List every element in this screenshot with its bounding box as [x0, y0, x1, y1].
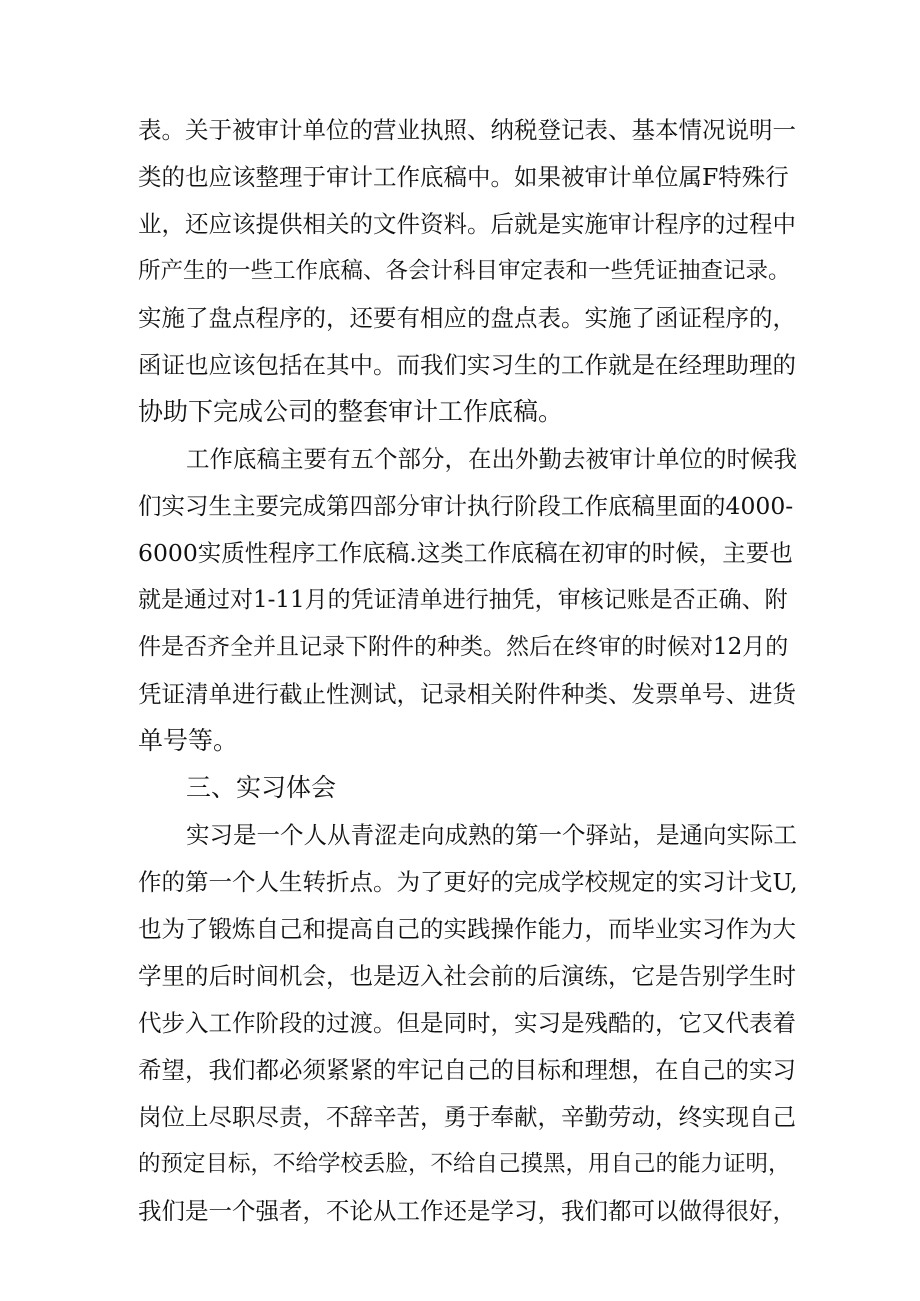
text-line: 岗位上尽职尽责，不辞辛苦，勇于奉献，辛勤劳动，终实现自己 [138, 1103, 796, 1131]
text-line: 件是否齐全并且记录下附件的种类。然后在终审的时候对12月的 [138, 634, 789, 660]
text-line: 代步入工作阶段的过渡。但是同时，实习是残酷的，它又代表着 [138, 1009, 796, 1037]
text-line: 函证也应该包括在其中。而我们实习生的工作就是在经理助理的 [138, 351, 796, 379]
text-line: 所产生的一些工作底稿、各会计科目审定表和一些凭证抽查记录。 [138, 258, 791, 284]
text-line: 们实习生主要完成第四部分审计执行阶段工作底稿里面的4000- [138, 492, 794, 520]
paragraph-first-line: 实习是一个人从青涩走向成熟的第一个驿站，是通向实际工 [186, 821, 797, 849]
text-line: 单号等。 [138, 726, 239, 755]
text-line: 也为了锻炼自己和提高自己的实践操作能力，而毕业实习作为大 [138, 915, 796, 943]
text-line: 的预定目标，不给学校丢脸，不给自己摸黑，用自己的能力证明， [138, 1151, 791, 1177]
text-line: 希望，我们都必须紧紧的牢记自己的目标和理想，在自己的实习 [138, 1056, 796, 1084]
text-line: 作的第一个人生转折点。为了更好的完成学校规定的实习计戈U, [138, 868, 798, 896]
text-line: 就是通过对1-11月的凭证清单进行抽凭，审核记账是否正确、附 [138, 587, 788, 613]
section-heading: 三、实习体会 [186, 773, 337, 802]
text-line: 实施了盘点程序的，还要有相应的盘点表。实施了函证程序的， [138, 304, 796, 332]
text-line: 学里的后时间机会，也是迈入社会前的后演练，它是告别学生时 [138, 962, 796, 990]
text-line: 我们是一个强者，不论从工作还是学习，我们都可以做得很好， [138, 1197, 796, 1225]
paragraph-first-line: 工作底稿主要有五个部分，在出外勤去被审计单位的时候我 [186, 445, 797, 473]
text-line: 表。关于被审计单位的营业执照、纳税登记表、基本情况说明一 [138, 116, 796, 144]
text-line: 6000实质性程序工作底稿.这类工作底稿在初审的时候，主要也 [138, 539, 793, 567]
text-line: 协助下完成公司的整套审计工作底稿。 [138, 397, 564, 426]
text-line: 业，还应该提供相关的文件资料。后就是实施审计程序的过程中 [138, 210, 796, 238]
text-line: 类的也应该整理于审计工作底稿中。如果被审计单位属F特殊行 [138, 163, 789, 191]
text-line: 凭证清单进行截止性测试，记录相关附件种类、发票单号、进货 [138, 680, 796, 708]
